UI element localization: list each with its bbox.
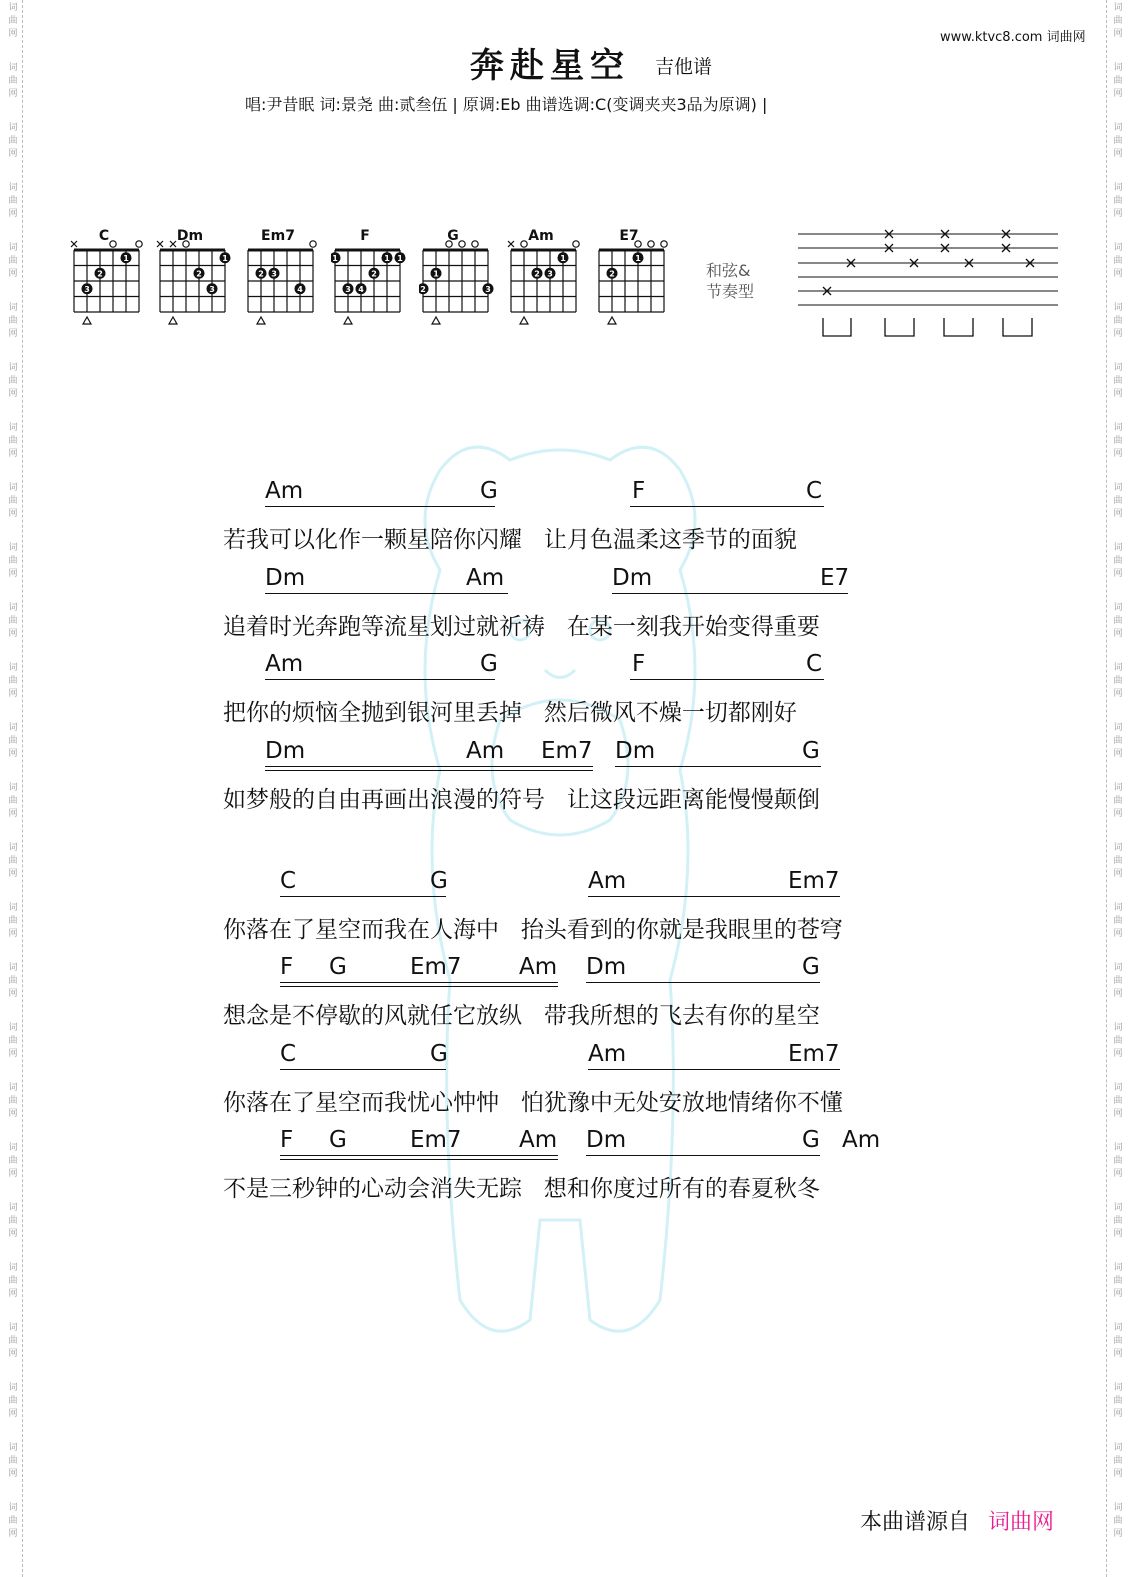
- side-watermark-text: 曲: [1113, 976, 1123, 986]
- lyric-line: 若我可以化作一颗星陪你闪耀 让月色温柔这季节的面貌: [223, 527, 797, 553]
- side-watermark-text: 网: [8, 569, 18, 579]
- side-watermark-text: 网: [1113, 29, 1123, 39]
- side-watermark-text: 词: [8, 363, 18, 373]
- side-watermark-text: 曲: [8, 76, 18, 86]
- side-watermark-text: 词: [1113, 483, 1123, 493]
- side-watermark-text: 曲: [8, 856, 18, 866]
- side-watermark-text: 曲: [8, 1276, 18, 1286]
- chord-symbol: Am: [466, 565, 505, 591]
- bar-underline: [265, 506, 495, 507]
- side-watermark-text: 网: [1113, 569, 1123, 579]
- side-watermark-text: 词: [1113, 603, 1123, 613]
- svg-text:3: 3: [345, 284, 351, 294]
- side-watermark-text: 曲: [8, 376, 18, 386]
- side-watermark-text: 词: [8, 243, 18, 253]
- side-watermark-text: 词: [1113, 1203, 1123, 1213]
- chord-symbol: Am: [588, 868, 627, 894]
- side-watermark-text: 网: [1113, 89, 1123, 99]
- side-watermark-text: 网: [8, 509, 18, 519]
- side-watermark-text: 曲: [8, 136, 18, 146]
- side-watermark-text: 网: [1113, 1469, 1123, 1479]
- side-watermark-text: 词: [8, 303, 18, 313]
- left-side-strip: [4, 0, 23, 1577]
- svg-text:2: 2: [196, 269, 202, 279]
- side-watermark-text: 网: [8, 269, 18, 279]
- side-watermark-text: 网: [8, 1169, 18, 1179]
- chord-symbol: Am: [519, 1127, 558, 1153]
- bar-underline: [280, 896, 446, 897]
- side-watermark-text: 词: [8, 543, 18, 553]
- rhythm-label: [706, 260, 754, 302]
- side-watermark-text: 曲: [1113, 616, 1123, 626]
- chord-diagram-em7: [244, 226, 320, 332]
- bar-underline: [588, 896, 840, 897]
- chord-symbol: Am: [466, 738, 505, 764]
- chord-symbol: Am: [265, 651, 304, 677]
- side-watermark-text: 曲: [1113, 856, 1123, 866]
- side-watermark-text: 网: [8, 749, 18, 759]
- side-watermark-text: 词: [1113, 903, 1123, 913]
- svg-text:3: 3: [547, 269, 553, 279]
- svg-text:2: 2: [371, 269, 377, 279]
- side-watermark-text: 网: [1113, 1109, 1123, 1119]
- side-watermark-text: 词: [1113, 363, 1123, 373]
- chord-symbol: Am: [842, 1127, 881, 1153]
- side-watermark-text: 网: [8, 689, 18, 699]
- side-watermark-text: 曲: [1113, 256, 1123, 266]
- bar-underline: [630, 506, 824, 507]
- side-watermark-text: 词: [8, 483, 18, 493]
- side-watermark-text: 曲: [1113, 1336, 1123, 1346]
- side-watermark-text: 词: [8, 123, 18, 133]
- side-watermark-text: 词: [1113, 1323, 1123, 1333]
- side-watermark-text: 词: [1113, 783, 1123, 793]
- lyric-line: 你落在了星空而我在人海中 抬头看到的你就是我眼里的苍穹: [223, 917, 843, 943]
- svg-text:1: 1: [397, 253, 403, 263]
- side-watermark-text: 网: [1113, 869, 1123, 879]
- side-watermark-text: 网: [8, 629, 18, 639]
- svg-text:2: 2: [258, 269, 264, 279]
- side-watermark-text: 词: [1113, 423, 1123, 433]
- svg-text:1: 1: [123, 253, 129, 263]
- side-watermark-text: 词: [8, 963, 18, 973]
- side-watermark-text: 曲: [1113, 1216, 1123, 1226]
- bar-underline: [265, 593, 508, 594]
- side-watermark-text: 词: [8, 1503, 18, 1513]
- chord-symbol: Dm: [586, 1127, 627, 1153]
- side-watermark-text: 曲: [8, 16, 18, 26]
- chord-symbol: G: [329, 1127, 347, 1153]
- svg-text:2: 2: [609, 269, 615, 279]
- bear-watermark-icon: [380, 420, 740, 1380]
- side-watermark-text: 网: [1113, 749, 1123, 759]
- side-watermark-text: 网: [8, 1229, 18, 1239]
- side-watermark-text: 曲: [1113, 76, 1123, 86]
- side-watermark-text: 词: [8, 1383, 18, 1393]
- chord-name: G: [447, 228, 459, 244]
- side-watermark-text: 曲: [1113, 376, 1123, 386]
- side-watermark-text: 词: [1113, 843, 1123, 853]
- chord-symbol: C: [806, 651, 823, 677]
- side-watermark-text: 词: [1113, 3, 1123, 13]
- side-watermark-text: 曲: [8, 436, 18, 446]
- svg-text:3: 3: [84, 284, 90, 294]
- bar-underline: [280, 1155, 558, 1160]
- side-watermark-text: 曲: [8, 1336, 18, 1346]
- bar-underline: [586, 982, 820, 983]
- footer-text: 本曲谱源自: [860, 1510, 971, 1535]
- chord-diagram-am: [507, 226, 583, 332]
- side-watermark-text: 网: [1113, 1229, 1123, 1239]
- side-watermark-text: 曲: [1113, 1096, 1123, 1106]
- side-watermark-text: 曲: [1113, 1156, 1123, 1166]
- chord-symbol: C: [280, 1041, 297, 1067]
- side-watermark-text: 网: [1113, 209, 1123, 219]
- chord-symbol: E7: [820, 565, 850, 591]
- side-watermark-text: 曲: [8, 256, 18, 266]
- chord-symbol: G: [329, 954, 347, 980]
- side-watermark-text: 网: [8, 1109, 18, 1119]
- svg-text:2: 2: [420, 284, 426, 294]
- svg-text:3: 3: [209, 284, 215, 294]
- side-watermark-text: 网: [8, 209, 18, 219]
- side-watermark-text: 网: [8, 809, 18, 819]
- side-watermark-text: 词: [1113, 1083, 1123, 1093]
- chord-symbol: Am: [519, 954, 558, 980]
- side-watermark-text: 曲: [8, 1216, 18, 1226]
- lyric-line: 你落在了星空而我忧心忡忡 怕犹豫中无处安放地情绪你不懂: [223, 1090, 843, 1116]
- chord-name: E7: [619, 228, 639, 244]
- lyric-line: 把你的烦恼全抛到银河里丢掉 然后微风不燥一切都刚好: [223, 700, 797, 726]
- chord-name: Dm: [176, 228, 204, 244]
- rhythm-label-line1: 和弦&: [706, 261, 751, 280]
- side-watermark-text: 词: [1113, 963, 1123, 973]
- chord-symbol: F: [632, 478, 646, 504]
- side-watermark-text: 曲: [8, 736, 18, 746]
- side-watermark-text: 词: [1113, 303, 1123, 313]
- chord-symbol: Em7: [788, 1041, 840, 1067]
- side-watermark-text: 网: [8, 1289, 18, 1299]
- chord-symbol: G: [480, 478, 498, 504]
- side-watermark-text: 词: [8, 663, 18, 673]
- svg-text:1: 1: [332, 253, 338, 263]
- side-watermark-text: 词: [8, 1023, 18, 1033]
- chord-symbol: Am: [588, 1041, 627, 1067]
- side-watermark-text: 词: [8, 723, 18, 733]
- svg-text:4: 4: [297, 284, 303, 294]
- bar-underline: [265, 766, 593, 771]
- side-watermark-text: 词: [8, 63, 18, 73]
- side-watermark-text: 曲: [1113, 196, 1123, 206]
- side-watermark-text: 曲: [1113, 556, 1123, 566]
- chord-symbol: G: [802, 1127, 820, 1153]
- chord-symbol: Dm: [586, 954, 627, 980]
- side-watermark-text: 网: [8, 389, 18, 399]
- side-watermark-text: 曲: [8, 1036, 18, 1046]
- svg-text:1: 1: [635, 253, 641, 263]
- song-meta: 唱:尹昔眠 词:景尧 曲:贰叁伍 | 原调:Eb 曲谱选调:C(变调夹夹3品为原调) |: [245, 95, 768, 114]
- svg-text:1: 1: [433, 269, 439, 279]
- lyric-line: 追着时光奔跑等流星划过就祈祷 在某一刻我开始变得重要: [223, 614, 820, 640]
- chord-name: Am: [528, 228, 554, 244]
- svg-text:2: 2: [534, 269, 540, 279]
- side-watermark-text: 词: [1113, 1383, 1123, 1393]
- side-watermark-text: 词: [8, 183, 18, 193]
- chord-name: F: [360, 228, 370, 244]
- svg-text:3: 3: [485, 284, 491, 294]
- side-watermark-text: 网: [8, 1349, 18, 1359]
- chord-symbol: F: [632, 651, 646, 677]
- side-watermark-text: 词: [1113, 1143, 1123, 1153]
- side-watermark-text: 网: [1113, 449, 1123, 459]
- side-watermark-text: 网: [8, 929, 18, 939]
- side-watermark-text: 曲: [8, 976, 18, 986]
- side-watermark-text: 网: [1113, 629, 1123, 639]
- side-watermark-text: 曲: [8, 196, 18, 206]
- side-watermark-text: 曲: [1113, 1036, 1123, 1046]
- song-subtitle: 吉他谱: [655, 56, 713, 78]
- side-watermark-text: 曲: [1113, 436, 1123, 446]
- svg-text:1: 1: [560, 253, 566, 263]
- side-watermark-text: 曲: [8, 916, 18, 926]
- side-watermark-text: 曲: [8, 676, 18, 686]
- site-url[interactable]: www.ktvc8.com 词曲网: [940, 30, 1086, 45]
- side-watermark-text: 词: [8, 603, 18, 613]
- chord-symbol: G: [480, 651, 498, 677]
- bar-underline: [586, 1155, 820, 1156]
- side-watermark-text: 网: [1113, 149, 1123, 159]
- svg-text:2: 2: [97, 269, 103, 279]
- side-watermark-text: 词: [8, 423, 18, 433]
- song-title: 奔赴星空: [470, 46, 630, 86]
- side-watermark-text: 曲: [8, 1516, 18, 1526]
- chord-symbol: Em7: [410, 1127, 462, 1153]
- rhythm-label-line2: 节奏型: [706, 282, 755, 301]
- side-watermark-text: 网: [1113, 1289, 1123, 1299]
- chord-diagram-dm: [156, 226, 232, 332]
- side-watermark-text: 曲: [8, 616, 18, 626]
- footer-brand-link[interactable]: 词曲网: [988, 1510, 1055, 1535]
- side-watermark-text: 词: [8, 1143, 18, 1153]
- side-watermark-text: 网: [1113, 509, 1123, 519]
- side-watermark-text: 曲: [8, 796, 18, 806]
- side-watermark-text: 网: [8, 869, 18, 879]
- side-watermark-text: 网: [1113, 809, 1123, 819]
- side-watermark-text: 网: [8, 449, 18, 459]
- rhythm-pattern: [796, 226, 1066, 346]
- chord-name: Em7: [261, 228, 295, 244]
- side-watermark-text: 网: [8, 1049, 18, 1059]
- side-watermark-text: 网: [1113, 1529, 1123, 1539]
- side-watermark-text: 网: [1113, 389, 1123, 399]
- bar-underline: [630, 679, 824, 680]
- side-watermark-text: 词: [1113, 1503, 1123, 1513]
- chord-symbol: C: [806, 478, 823, 504]
- side-watermark-text: 网: [1113, 329, 1123, 339]
- side-watermark-text: 词: [8, 1323, 18, 1333]
- side-watermark-text: 词: [8, 1263, 18, 1273]
- side-watermark-text: 曲: [1113, 316, 1123, 326]
- side-watermark-text: 词: [1113, 543, 1123, 553]
- svg-text:3: 3: [271, 269, 277, 279]
- chord-symbol: G: [430, 868, 448, 894]
- chord-symbol: Em7: [541, 738, 593, 764]
- side-watermark-text: 曲: [1113, 1516, 1123, 1526]
- side-watermark-text: 网: [1113, 1049, 1123, 1059]
- side-watermark-text: 曲: [1113, 1276, 1123, 1286]
- chord-symbol: G: [430, 1041, 448, 1067]
- side-watermark-text: 词: [1113, 63, 1123, 73]
- side-watermark-text: 曲: [1113, 1396, 1123, 1406]
- svg-text:1: 1: [384, 253, 390, 263]
- chord-diagram-f: [331, 226, 407, 332]
- side-watermark-text: 网: [8, 89, 18, 99]
- side-watermark-text: 词: [1113, 663, 1123, 673]
- side-watermark-text: 词: [1113, 1443, 1123, 1453]
- side-watermark-text: 词: [8, 1083, 18, 1093]
- side-watermark-text: 词: [1113, 1263, 1123, 1273]
- side-watermark-text: 网: [8, 329, 18, 339]
- side-watermark-text: 曲: [8, 1396, 18, 1406]
- side-watermark-text: 词: [8, 3, 18, 13]
- side-watermark-text: 曲: [8, 556, 18, 566]
- chord-symbol: C: [280, 868, 297, 894]
- lyric-line: 如梦般的自由再画出浪漫的符号 让这段远距离能慢慢颠倒: [223, 787, 820, 813]
- side-watermark-text: 曲: [1113, 796, 1123, 806]
- chord-symbol: Em7: [788, 868, 840, 894]
- side-watermark-text: 曲: [8, 496, 18, 506]
- side-watermark-text: 词: [8, 783, 18, 793]
- side-watermark-text: 曲: [8, 1456, 18, 1466]
- chord-symbol: Am: [265, 478, 304, 504]
- svg-text:1: 1: [222, 253, 228, 263]
- lyric-line: 想念是不停歇的风就任它放纵 带我所想的飞去有你的星空: [223, 1003, 820, 1029]
- side-watermark-text: 曲: [1113, 136, 1123, 146]
- chord-diagram-e7: [595, 226, 671, 332]
- chord-symbol: Dm: [265, 565, 306, 591]
- side-watermark-text: 曲: [8, 1096, 18, 1106]
- chord-symbol: F: [280, 954, 294, 980]
- side-watermark-text: 词: [1113, 243, 1123, 253]
- lyric-line: 不是三秒钟的心动会消失无踪 想和你度过所有的春夏秋冬: [223, 1176, 820, 1202]
- side-watermark-text: 网: [1113, 989, 1123, 999]
- side-watermark-text: 曲: [1113, 496, 1123, 506]
- bar-underline: [280, 982, 558, 987]
- chord-name: C: [98, 228, 110, 244]
- side-watermark-text: 网: [8, 1409, 18, 1419]
- side-watermark-text: 词: [8, 903, 18, 913]
- bar-underline: [615, 766, 821, 767]
- footer: [860, 1505, 1054, 1536]
- side-watermark-text: 曲: [1113, 1456, 1123, 1466]
- chord-diagram-c: [70, 226, 146, 332]
- chord-symbol: F: [280, 1127, 294, 1153]
- bar-underline: [612, 593, 848, 594]
- side-watermark-text: 曲: [1113, 736, 1123, 746]
- side-watermark-text: 曲: [1113, 916, 1123, 926]
- side-watermark-text: 词: [1113, 723, 1123, 733]
- side-watermark-text: 网: [1113, 689, 1123, 699]
- side-watermark-text: 网: [1113, 269, 1123, 279]
- bar-underline: [265, 679, 495, 680]
- right-side-strip: [1106, 0, 1125, 1577]
- side-watermark-text: 曲: [1113, 16, 1123, 26]
- bar-underline: [280, 1069, 446, 1070]
- chord-diagram-g: [419, 226, 495, 332]
- side-watermark-text: 词: [8, 1443, 18, 1453]
- side-watermark-text: 词: [8, 843, 18, 853]
- chord-symbol: Dm: [612, 565, 653, 591]
- side-watermark-text: 曲: [8, 316, 18, 326]
- chord-symbol: Dm: [265, 738, 306, 764]
- chord-symbol: G: [802, 954, 820, 980]
- side-watermark-text: 词: [1113, 1023, 1123, 1033]
- side-watermark-text: 词: [1113, 123, 1123, 133]
- chord-symbol: Dm: [615, 738, 656, 764]
- side-watermark-text: 网: [8, 29, 18, 39]
- side-watermark-text: 网: [1113, 1349, 1123, 1359]
- side-watermark-text: 网: [8, 149, 18, 159]
- chord-symbol: Em7: [410, 954, 462, 980]
- svg-text:4: 4: [358, 284, 364, 294]
- side-watermark-text: 网: [8, 1469, 18, 1479]
- side-watermark-text: 网: [1113, 1169, 1123, 1179]
- side-watermark-text: 词: [8, 1203, 18, 1213]
- side-watermark-text: 曲: [8, 1156, 18, 1166]
- side-watermark-text: 网: [8, 989, 18, 999]
- side-watermark-text: 网: [1113, 1409, 1123, 1419]
- bar-underline: [588, 1069, 840, 1070]
- side-watermark-text: 曲: [1113, 676, 1123, 686]
- side-watermark-text: 词: [1113, 183, 1123, 193]
- chord-symbol: G: [802, 738, 820, 764]
- side-watermark-text: 网: [8, 1529, 18, 1539]
- side-watermark-text: 网: [1113, 929, 1123, 939]
